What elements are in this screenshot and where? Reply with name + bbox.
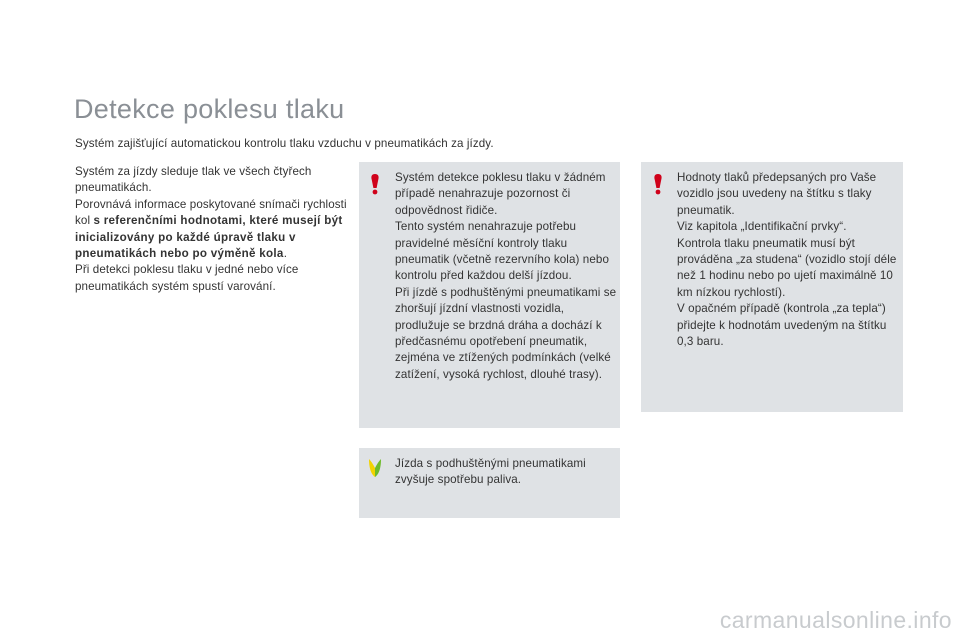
warning-box-2-paragraph-1: Hodnoty tlaků předepsaných pro Vaše vozidlo jsou uvedeny na štítku s tlaky pneumatik.: [677, 171, 877, 217]
intro-p2-bold: s referenčními hodnotami, které musejí být inicializovány po každé úpravě tlaku v pneumatikách nebo po výměně kola: [75, 214, 343, 261]
eco-box-text: [395, 456, 617, 489]
warning-box-1-paragraph-1: Systém detekce poklesu tlaku v žádném případě nenahrazuje pozornost či odpovědnost řidiče.: [395, 171, 606, 217]
warning-box-1-paragraph-2: Tento systém nenahrazuje potřebu pravidelné měsíční kontroly tlaku pneumatik (včetně rezervního kola) nebo kontrolu před každou delší jízdou.: [395, 220, 609, 283]
watermark: carmanualsonline.info: [719, 607, 952, 633]
warning-box-2-text: [677, 170, 899, 350]
warning-box-1-paragraph-3: Při jízdě s podhuštěnými pneumatikami se zhoršují jízdní vlastnosti vozidla, prodlužuje se brzdná dráha a dochází k předčasnému opotřebení pneumatik, zejména ve ztížených podmínkách (velké zatížení, vysoká rychlost, dlouhé trasy).: [395, 285, 617, 381]
intro-paragraph-3: Při detekci poklesu tlaku v jedné nebo více pneumatikách systém spustí varování.: [75, 263, 299, 293]
eco-leaf-icon: [366, 456, 384, 478]
eco-box-paragraph: Jízda s podhuštěnými pneumatikami zvyšuje spotřebu paliva.: [395, 457, 586, 487]
warning-box-2-paragraph-3: Kontrola tlaku pneumatik musí být prováděna „za studena“ (vozidlo stojí déle než 1 hodinu nebo po ujetí maximálně 10 km nízkou rychlostí).: [677, 236, 897, 299]
warning-box-2-paragraph-4: V opačném případě (kontrola „za tepla“) přidejte k hodnotám uvedeným na štítku 0,3 baru.: [677, 302, 887, 349]
page-title: Detekce poklesu tlaku: [74, 94, 345, 124]
warning-box-1-text: [395, 170, 617, 383]
warning-box-2-paragraph-2: Viz kapitola „Identifikační prvky“.: [677, 220, 847, 234]
intro-paragraph-1: Systém za jízdy sleduje tlak ve všech čtyřech pneumatikách.: [75, 165, 312, 195]
warning-exclamation-icon: [649, 173, 667, 195]
intro-p2-suffix: .: [283, 247, 288, 261]
intro-column: [75, 164, 347, 295]
intro-p2-prefix: Porovnává informace poskytované snímači rychlosti kol: [75, 197, 347, 228]
page-subtitle: Systém zajišťující automatickou kontrolu tlaku vzduchu v pneumatikách za jízdy.: [75, 137, 494, 150]
intro-paragraph-2: [75, 197, 347, 263]
warning-exclamation-icon: [366, 173, 384, 195]
